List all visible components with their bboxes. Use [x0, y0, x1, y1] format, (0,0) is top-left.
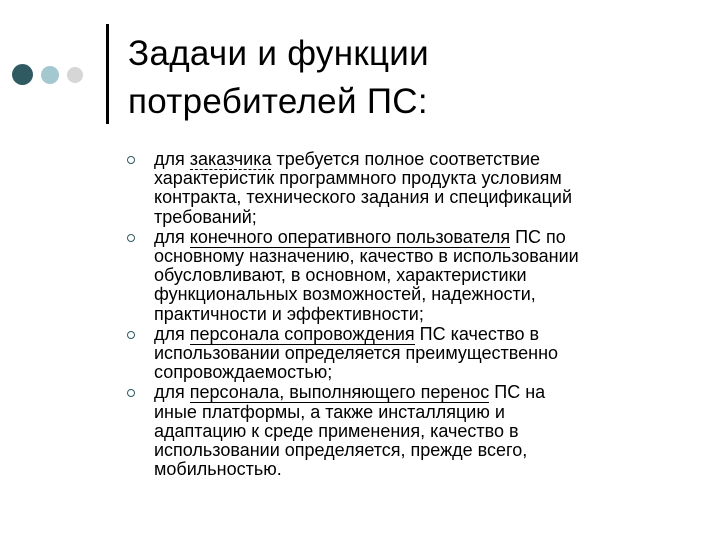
title-divider [106, 24, 109, 124]
item-text: для [154, 382, 190, 403]
item-text: для [154, 149, 190, 169]
item-line [154, 228, 687, 247]
bullet-ring-icon [127, 331, 135, 339]
item-text: ПС качество в [414, 323, 540, 344]
decor-dot-grey [67, 67, 83, 83]
bullet-ring-icon [127, 156, 135, 164]
item-line: характеристик программного продукта условиям [154, 168, 562, 189]
item-line [154, 325, 687, 344]
item-text: требуется полное соответствие [271, 149, 541, 169]
list-item [127, 383, 687, 479]
slide-title-line-1: Задачи и функции [128, 34, 430, 73]
item-line: требований; [154, 206, 257, 227]
item-line: использовании определяется, прежде всего, [154, 440, 528, 461]
item-line: мобильностью. [154, 459, 282, 480]
bullet-list [127, 150, 687, 480]
bullet-ring-icon [127, 389, 135, 397]
item-line: функциональных возможностей, надежности, [154, 284, 536, 305]
item-text: ПС на [489, 382, 546, 403]
slide-title-line-2: потребителей ПС: [128, 82, 428, 121]
item-text: для [154, 323, 190, 344]
item-line: практичности и эффективности; [154, 303, 424, 324]
decor-dot-dark [12, 64, 33, 85]
list-item [127, 325, 687, 383]
list-item [127, 228, 687, 324]
item-text: для [154, 226, 190, 247]
item-highlight: заказчика [189, 149, 272, 169]
item-text: ПС по [510, 226, 566, 247]
item-line: иные платформы, а также инсталляцию и [154, 401, 505, 422]
item-line: сопровождаемостью; [154, 362, 333, 383]
item-highlight: персонала, выполняющего перенос [189, 382, 490, 403]
slide-title [128, 30, 688, 126]
item-line [154, 150, 687, 169]
item-line: обусловливают, в основном, характеристики [154, 265, 527, 286]
item-line: основному назначению, качество в использовании [154, 246, 579, 267]
bullet-ring-icon [127, 234, 135, 242]
item-highlight: конечного оперативного пользователя [189, 226, 511, 247]
item-line: использовании определяется преимущественно [154, 343, 559, 364]
item-line: адаптацию к среде применения, качество в [154, 420, 519, 441]
item-highlight: персонала сопровождения [189, 323, 415, 344]
decor-dot-light [41, 66, 59, 84]
list-item [127, 150, 687, 227]
item-line: контракта, технического задания и спецификаций [154, 187, 572, 208]
item-line [154, 383, 687, 402]
